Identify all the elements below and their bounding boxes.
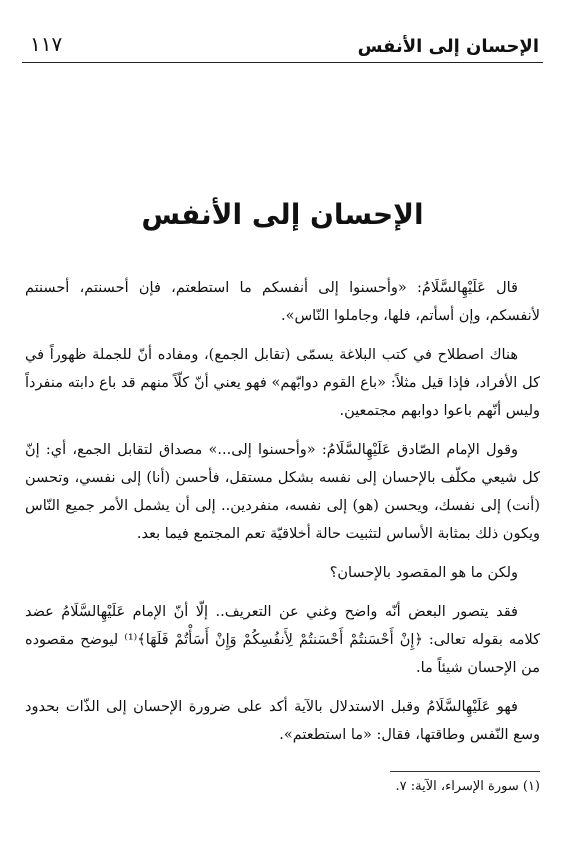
paragraph-1: قال عَلَيْهِالسَّلَامُ: «وأحسنوا إلى أنفسكم ما استطعتم، فإن أحسنتم، أحسنتم لأنفسكم، وإن أسأتم، فلها، وجاملوا النّاس». [25, 280, 540, 324]
page-number: ١١٧ [30, 32, 63, 56]
paragraph-3: وقول الإمام الصّادق عَلَيْهِالسَّلَامُ: «وأحسنوا إلى...» مصداق لتقابل الجمع، أي: إنّ كل شيعي مكلّف بالإحسان إلى نفسه بشكل مستقل، فأحسن (أنا) إلى نفسي، وتحسن (أنت) إلى نفسك، ويحسن (هو) إلى نفسه، منفردين.. إلى أن يشمل الأمر جميع النّاس ويكون ذلك بمثابة الأساس لتثبيت حالة أخلاقيّة تعم المجتمع فيما بعد. [25, 442, 540, 542]
running-header [22, 28, 543, 63]
paragraph-6: فهو عَلَيْهِالسَّلَامُ وقبل الاستدلال بالآية أكد على ضرورة الإحسان إلى الذّات بحدود وسع النّفس وطاقتها، فقال: «ما استطعتم». [25, 699, 540, 743]
footnote: (١) سورة الإسراء، الآية: ٧. [395, 779, 540, 794]
paragraph-2: هناك اصطلاح في كتب البلاغة يسمّى (تقابل الجمع)، ومفاده أنّ للجملة ظهوراً في كل الأفراد، فإذا قيل مثلاً: «باع القوم دوابّهم» فهو يعني أنّ كلّاً منهم قد باع دابته منفرداً وليس أنّهم باعوا دوابهم مجتمعين. [25, 347, 540, 419]
running-title: الإحسان إلى الأنفس [357, 36, 539, 57]
paragraph-5: فقد يتصور البعض أنّه واضح وغني عن التعريف.. إلّا أنّ الإمام عَلَيْهِالسَّلَامُ عضد كلامه بقوله تعالى: ﴿إِنْ أَحْسَنتُمْ أَحْسَنتُمْ لِأَنفُسِكُمْ وَإِنْ أَسَأْتُمْ فَلَهَا﴾⁽¹⁾ ليوضح مقصوده من الإحسان شيئاً ما. [25, 604, 540, 676]
footnote-separator [390, 771, 540, 772]
body-text [25, 274, 540, 760]
paragraph-4: ولكن ما هو المقصود بالإحسان؟ [329, 565, 518, 581]
chapter-title: الإحسان إلى الأنفس [141, 198, 424, 231]
